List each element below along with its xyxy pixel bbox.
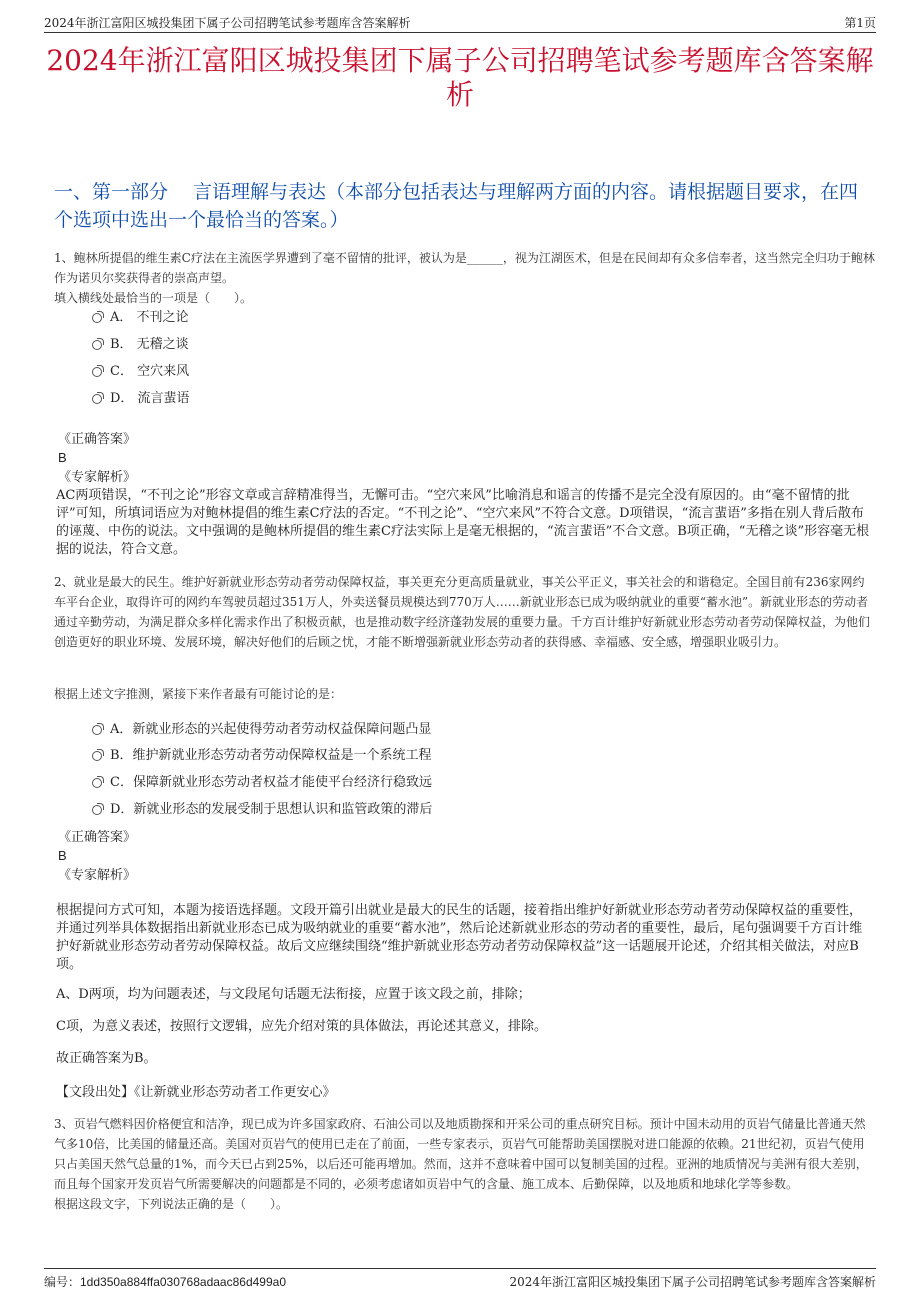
radio-icon [92,340,102,350]
q2-analysis-p1 [56,902,870,974]
q2-answer: B [58,848,67,863]
q2-analysis-text: 故正确答案为B。 [56,1051,157,1066]
q2-answer-label: 《正确答案》 [58,830,137,845]
q2-option-d[interactable] [92,800,432,820]
q2-analysis-label: 《专家解析》 [58,868,137,883]
q2-prompt: 根据上述文字推测，紧接下来作者最有可能讨论的是： [54,687,343,701]
q2-option-a[interactable] [92,720,431,740]
section-title: 一、第一部分 言语理解与表达（本部分包括表达与理解两方面的内容。请根据题目要求，在四个选项中选出一个最恰当的答案。） [54,181,859,231]
q2-analysis-p3 [56,1018,870,1036]
q1-analysis-label: 《专家解析》 [58,470,137,485]
q1-stem-block [54,248,876,308]
footer-doc-id: 编号：1dd350a884ffa030768adaac86d499a0 [44,1275,286,1289]
footer-doc-title: 2024年浙江富阳区城投集团下属子公司招聘笔试参考题库含答案解析 [509,1275,876,1289]
option-label: A．新就业形态的兴起使得劳动者劳动权益保障问题凸显 [110,722,432,737]
q2-source [56,1084,870,1102]
option-label: D．新就业形态的发展受制于思想认识和监管政策的滞后 [110,802,433,817]
q1-answer: B [58,450,67,465]
q1-stem: 1、鲍林所提倡的维生素C疗法在主流医学界遭到了毫不留情的批评，被认为是______，视为江湖医术，但是在民间却有众多信奉者，这当然完全归功于鲍林作为诺贝尔奖获得者的崇高声望。 [54,251,875,285]
radio-icon [92,394,102,404]
q2-option-c[interactable] [92,773,432,793]
option-label: A． 不刊之论 [110,310,189,325]
q3-stem: 3、页岩气燃料因价格便宜和洁净，现已成为许多国家政府、石油公司以及地质勘探和开采公司的重点研究目标。预计中国未动用的页岩气储量比普通天然气多10倍，比美国的储量还高。美国对页岩气的使用已走在了前面，一些专家表示，页岩气可能帮助美国摆脱对进口能源的依赖。21世纪初，页岩气使用只占美国天然气总量的1%，而今天已占到25%，以后还可能再增加。然而，这并不意味着中国可以复制美国的过程。亚洲的地质情况与美洲有很大差别，而且每个国家开发页岩气所需要解决的问题都是不同的，必须考虑诸如页岩中气的含量、施工成本、后勤保障，以及地质和地球化学等参数。 [54,1117,868,1191]
q2-stem: 2、就业是最大的民生。维护好新就业形态劳动者劳动保障权益，事关更充分更高质量就业，事关公平正义，事关社会的和谐稳定。全国目前有236家网约车平台企业，取得许可的网约车驾驶员超过351万人，外卖送餐员规模达到770万人……新就业形态已成为吸纳就业的重要“蓄水池”。新就业形态的劳动者通过辛勤劳动，为满足群众多样化需求作出了积极贡献，也是推动数字经济蓬勃发展的重要力量。千方百计维护好新就业形态劳动者劳动保障权益，为他们创造更好的职业环境、发展环境，解决好他们的后顾之忧，才能不断增强新就业形态劳动者的获得感、幸福感、安全感，增强职业吸引力。 [54,575,871,649]
option-label: C． 空穴来风 [110,364,190,379]
q1-option-b[interactable] [92,335,189,355]
q1-prompt: 填入横线处最恰当的一项是（ ）。 [54,291,253,305]
q3-prompt: 根据这段文字，下列说法正确的是（ ）。 [54,1197,289,1211]
q3-stem-block [54,1114,876,1214]
q2-analysis-text: C项，为意义表述，按照行文逻辑，应先介绍对策的具体做法，再论述其意义，排除。 [56,1019,547,1034]
q1-analysis-text: AC两项错误，“不刊之论”形容文章或言辞精准得当，无懈可击。“空穴来风”比喻消息和谣言的传播不是完全没有原因的。由“毫不留情的批评”可知，所填词语应为对鲍林提倡的维生素C疗法的否定。“不刊之论”、“空穴来风”不符合文意。D项错误，“流言蜚语”多指在别人背后散布的诬蔑、中伤的说法。文中强调的是鲍林所提倡的维生素C疗法实际上是毫无根据的，“流言蜚语”不合文意。B项正确，“无稽之谈”形容毫无根据的说法，符合文意。 [56,488,870,557]
option-label: C．保障新就业形态劳动者权益才能使平台经济行稳致远 [110,775,432,790]
q1-answer-label: 《正确答案》 [58,432,137,447]
option-label: D． 流言蜚语 [110,391,190,406]
q2-prompt-block [54,684,876,704]
radio-icon [92,805,102,815]
q2-analysis-p4 [56,1050,870,1068]
q2-analysis-text: 根据提问方式可知，本题为接语选择题。文段开篇引出就业是最大的民生的话题，接着指出维护好新就业形态劳动者劳动保障权益的重要性，并通过列举具体数据指出新就业形态已成为吸纳就业的重要“蓄水池”，然后论述新就业形态的劳动者的重要性，最后，尾句强调要千方百计维护好新就业形态劳动者劳动保障权益。故后文应继续围绕“维护新就业形态劳动者劳动保障权益”这一话题展开论述，介绍其相关做法，对应B项。 [56,903,863,972]
radio-icon [92,751,102,761]
page-footer [44,1268,876,1291]
radio-icon [92,778,102,788]
radio-icon [92,725,102,735]
option-label: B．维护新就业形态劳动者劳动保障权益是一个系统工程 [110,748,432,763]
q1-option-c[interactable] [92,362,189,382]
header-doc-title: 2024年浙江富阳区城投集团下属子公司招聘笔试参考题库含答案解析 [44,16,411,30]
q1-analysis [56,487,870,559]
document-title: 2024年浙江富阳区城投集团下属子公司招聘笔试参考题库含答案解析 [46,44,874,111]
radio-icon [92,313,102,323]
header-page-number: 第1页 [844,16,876,30]
q2-analysis-p2 [56,986,870,1004]
option-label: B． 无稽之谈 [110,337,189,352]
q2-option-b[interactable] [92,746,432,766]
radio-icon [92,367,102,377]
q1-option-d[interactable] [92,389,190,409]
q1-option-a[interactable] [92,308,189,328]
q2-stem-block [54,572,876,652]
page-header [44,10,876,33]
q2-source-text: 【文段出处】《让新就业形态劳动者工作更安心》 [56,1085,336,1100]
q2-analysis-text: A、D两项，均为问题表述，与文段尾句话题无法衔接，应置于该文段之前，排除； [56,987,531,1002]
